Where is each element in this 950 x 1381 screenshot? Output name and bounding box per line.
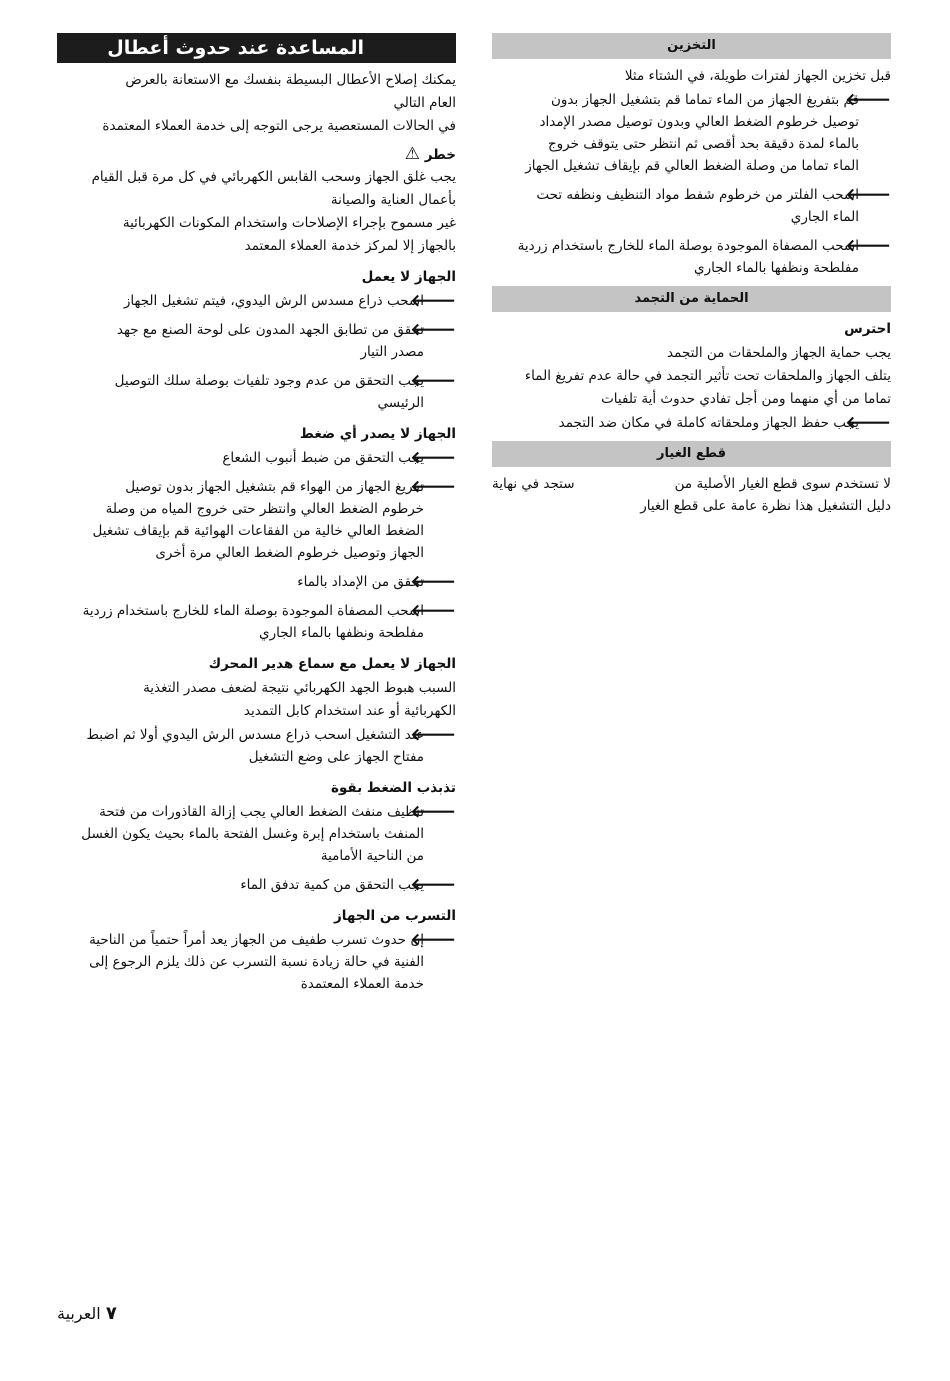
list-item-line: يجب حفظ الجهاز وملحقاته كاملة في مكان ضد التجمد [558,415,859,431]
list-item-line: تحقق من تطابق الجهد المدون على لوحة الصنع مع جهد [116,322,424,338]
parts-text [492,473,891,519]
arrow-icon: 🡐 [410,930,456,950]
list-item [492,89,891,177]
list-item-line: تنظيف منفث الضغط العالي يجب إزالة القاذورات من فتحة [99,804,424,820]
list-item [492,412,891,434]
warning-line: يجب غلق الجهاز وسحب القابس الكهربائي في كل مرة قبل القيام [91,169,456,185]
warning-line: بالجهاز إلا لمركز خدمة العملاء المعتمد [244,238,456,254]
list-item-line: بالماء لمدة دقيقة بحد أقصى ثم انتظر حتى يتوقف خروج [547,136,859,152]
warning-text [57,166,456,257]
arrow-icon: 🡐 [845,90,891,110]
list-item [57,319,456,363]
parts-section-bar: قطع الغيار [492,441,891,467]
section-list [57,447,456,644]
storage-list [492,89,891,279]
list-item-line: خدمة العملاء المعتمدة [300,976,424,992]
troubleshooting-sections [57,266,456,995]
page-title: المساعدة عند حدوث أعطال [57,33,456,63]
list-item [57,600,456,644]
frost-line: يجب حماية الجهاز والملحقات من التجمد [667,345,891,361]
intro-line: في الحالات المستعصية يرجى التوجه إلى خدمة العملاء المعتمدة [102,118,456,134]
parts-line: لا تستخدم سوى قطع الغيار الأصلية من [674,476,891,492]
list-item-line: الماء الجاري [790,209,859,225]
list-item [57,801,456,867]
list-item-line: الفنية في حالة زيادة نسبة التسرب عن ذلك يلزم الرجوع إلى [89,954,424,970]
list-item-line: يجب التحقق من ضبط أنبوب الشعاع [222,450,424,466]
list-item-line: يجب التحقق من عدم وجود تلفيات بوصلة سلك التوصيل [114,373,424,389]
list-item [57,476,456,564]
list-item-line: إن حدوث تسرب طفيف من الجهاز يعد أمراً حتمياً من الناحية [89,932,424,948]
footer-language: العربية [57,1304,101,1323]
troubleshooting-section [57,266,456,414]
section-list [57,929,456,995]
list-item [57,370,456,414]
troubleshooting-section [57,905,456,995]
warning-triangle-icon: ⚠ [404,144,421,164]
list-item-line: مفلطحة ونظفها بالماء الجاري [259,625,424,641]
section-list [57,801,456,896]
section-heading: التسرب من الجهاز [334,908,456,924]
section-heading: الجهاز لا يعمل مع سماع هدير المحرك [208,656,456,672]
list-item [57,929,456,995]
arrow-icon: 🡐 [845,185,891,205]
arrow-icon: 🡐 [410,725,456,745]
section-cause-line: الكهربائية أو عند استخدام كابل التمديد [243,703,456,719]
list-item-line: تحقق من الإمداد بالماء [297,574,424,590]
list-item-line: مفتاح الجهاز على وضع التشغيل [248,749,424,765]
list-item-line: مصدر التيار [360,344,424,360]
list-item-line: الجهاز وتوصيل خرطوم الضغط العالي مرة أخرى [155,545,424,561]
list-item-line: مفلطحة ونظفها بالماء الجاري [694,260,859,276]
list-item-line: اسحب المصفاة الموجودة بوصلة الماء للخارج باستخدام زردية [517,238,859,254]
arrow-icon: 🡐 [410,802,456,822]
frost-line: يتلف الجهاز والملحقات تحت تأثير التجمد في حالة عدم تفريغ الماء [524,368,891,384]
right-column [492,33,891,519]
frost-caution-label: احترس [844,321,891,337]
arrow-icon: 🡐 [410,291,456,311]
list-item [57,724,456,768]
arrow-icon: 🡐 [845,236,891,256]
list-item-line: خرطوم الضغط العالي وانتظر حتى خروج المياه من وصلة [105,501,424,517]
intro-line: يمكنك إصلاح الأعطال البسيطة بنفسك مع الاستعانة بالعرض [125,72,456,88]
intro-line: العام التالي [393,95,456,111]
list-item-line: يجب التحقق من كمية تدفق الماء [240,877,424,893]
left-column [57,33,456,1002]
section-heading: الجهاز لا يصدر أي ضغط [299,426,456,442]
troubleshooting-section [57,777,456,896]
section-list [57,724,456,768]
troubleshooting-section [57,423,456,644]
warning-heading [57,143,456,166]
storage-section-bar: التخزين [492,33,891,59]
list-item-line: المنفث باستخدام إبرة وغسل الفتحة بالماء بحيث يكون الغسل [81,826,424,842]
list-item-line: قم بتفريغ الجهاز من الماء تماما قم بتشغيل الجهاز بدون [550,92,859,108]
parts-line: ستجد في نهاية [492,476,575,492]
arrow-icon: 🡐 [410,875,456,895]
list-item-line: من الناحية الأمامية [320,848,424,864]
arrow-icon: 🡐 [410,448,456,468]
arrow-icon: 🡐 [410,320,456,340]
arrow-icon: 🡐 [410,572,456,592]
list-item-line: تفريغ الجهاز من الهواء قم بتشغيل الجهاز بدون توصيل [125,479,424,495]
list-item [492,235,891,279]
warning-line: بأعمال العناية والصيانة [330,192,456,208]
storage-intro: قبل تخزين الجهاز لفترات طويلة، في الشتاء مثلا [624,68,891,84]
list-item-line: عند التشغيل اسحب ذراع مسدس الرش اليدوي أولا ثم اضبط [86,727,424,743]
warning-line: غير مسموح بإجراء الإصلاحات واستخدام المكونات الكهربائية [122,215,456,231]
arrow-icon: 🡐 [410,371,456,391]
list-item [492,184,891,228]
section-cause-line: السبب هبوط الجهد الكهربائي نتيجة لضعف مصدر التغذية [143,680,456,696]
frost-section-bar: الحماية من التجمد [492,286,891,312]
list-item-line: الضغط العالي خالية من الفقاعات الهوائية قم بإيقاف تشغيل [92,523,424,539]
warning-label: خطر [424,147,456,163]
intro [57,69,456,137]
list-item [57,571,456,593]
list-item [57,290,456,312]
frost-list [492,412,891,434]
list-item-line: اسحب ذراع مسدس الرش اليدوي، فيتم تشغيل الجهاز [123,293,424,309]
list-item-line: الماء تماما من وصلة الضغط العالي قم بإيقاف تشغيل الجهاز [525,158,859,174]
troubleshooting-section [57,653,456,768]
list-item-line: الرئيسي [377,395,424,411]
section-heading: الجهاز لا يعمل [361,269,456,285]
list-item [57,447,456,469]
parts-line: دليل التشغيل هذا نظرة عامة على قطع الغيار [640,498,891,514]
section-list [57,290,456,414]
page-footer [57,1303,197,1325]
arrow-icon: 🡐 [845,413,891,433]
arrow-icon: 🡐 [410,601,456,621]
page-number: ٧ [105,1303,117,1324]
list-item-line: توصيل خرطوم الضغط العالي وبدون توصيل مصدر الإمداد [539,114,859,130]
section-heading: تذبذب الضغط بقوة [331,780,456,796]
frost-line: تماما من أي منهما ومن أجل تفادي حدوث أية تلفيات [601,391,891,407]
arrow-icon: 🡐 [410,477,456,497]
list-item-line: اسحب الفلتر من خرطوم شفط مواد التنظيف ونظفه تحت [536,187,859,203]
list-item [57,874,456,896]
list-item-line: اسحب المصفاة الموجودة بوصلة الماء للخارج باستخدام زردية [82,603,424,619]
